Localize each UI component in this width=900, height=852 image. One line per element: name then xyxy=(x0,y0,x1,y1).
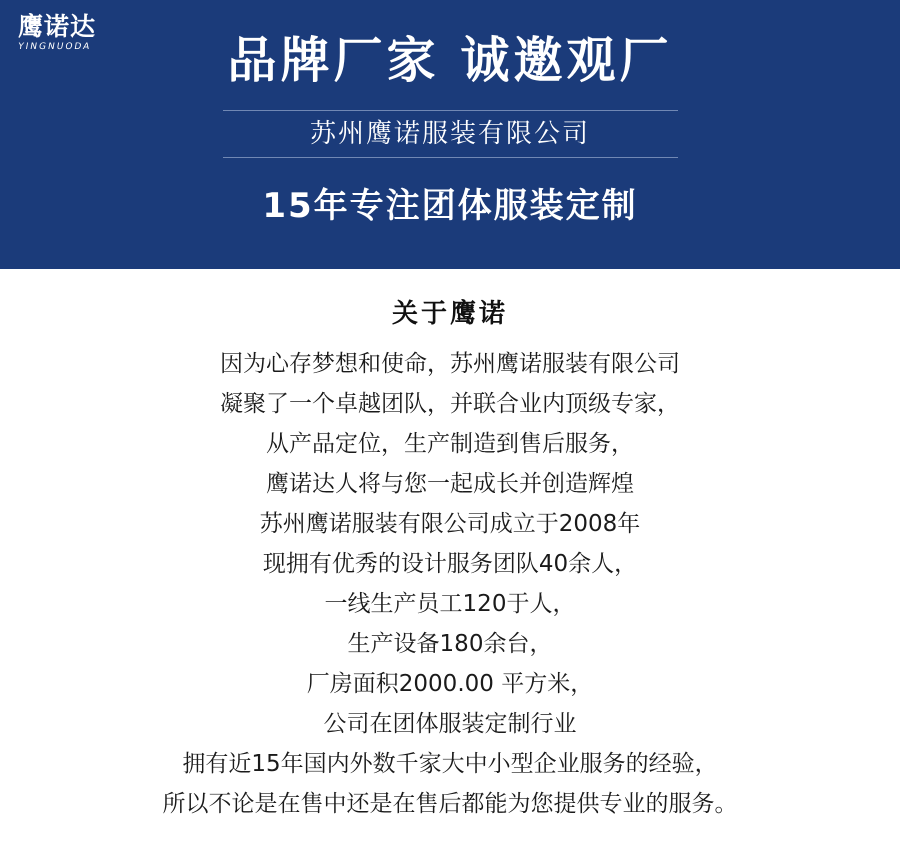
about-line: 现拥有优秀的设计服务团队40余人， xyxy=(262,551,638,577)
about-body xyxy=(0,344,900,824)
about-line: 所以不论是在售中还是在售后都能为您提供专业的服务。 xyxy=(162,791,738,817)
about-line: 苏州鹰诺服装有限公司成立于2008年 xyxy=(259,511,641,537)
about-line: 生产设备180余台， xyxy=(347,631,553,657)
about-line: 凝聚了一个卓越团队，并联合业内顶级专家， xyxy=(220,391,680,417)
about-line: 鹰诺达人将与您一起成长并创造辉煌 xyxy=(266,471,634,497)
about-line: 从产品定位，生产制造到售后服务， xyxy=(266,431,634,457)
brand-logo-subtext: YINGNUODA xyxy=(17,42,93,52)
about-section xyxy=(0,269,900,824)
about-line: 厂房面积2000.00 平方米， xyxy=(306,671,594,697)
about-heading: 关于鹰诺 xyxy=(391,299,508,329)
header-banner xyxy=(0,0,900,269)
banner-content xyxy=(0,0,900,269)
divider-top xyxy=(223,110,678,111)
divider-bottom xyxy=(223,157,678,158)
about-line: 一线生产员工120于人， xyxy=(324,591,576,617)
banner-company-name: 苏州鹰诺服装有限公司 xyxy=(309,118,590,149)
banner-subtitle-block xyxy=(223,110,678,159)
banner-tagline: 15年专注团体服装定制 xyxy=(262,186,638,227)
about-line: 因为心存梦想和使命，苏州鹰诺服装有限公司 xyxy=(220,351,680,377)
banner-title: 品牌厂家 诚邀观厂 xyxy=(227,32,673,89)
about-line: 公司在团体服装定制行业 xyxy=(323,711,577,737)
brand-logo-text: 鹰诺达 xyxy=(18,12,97,41)
about-line: 拥有近15年国内外数千家大中小型企业服务的经验， xyxy=(182,751,718,777)
